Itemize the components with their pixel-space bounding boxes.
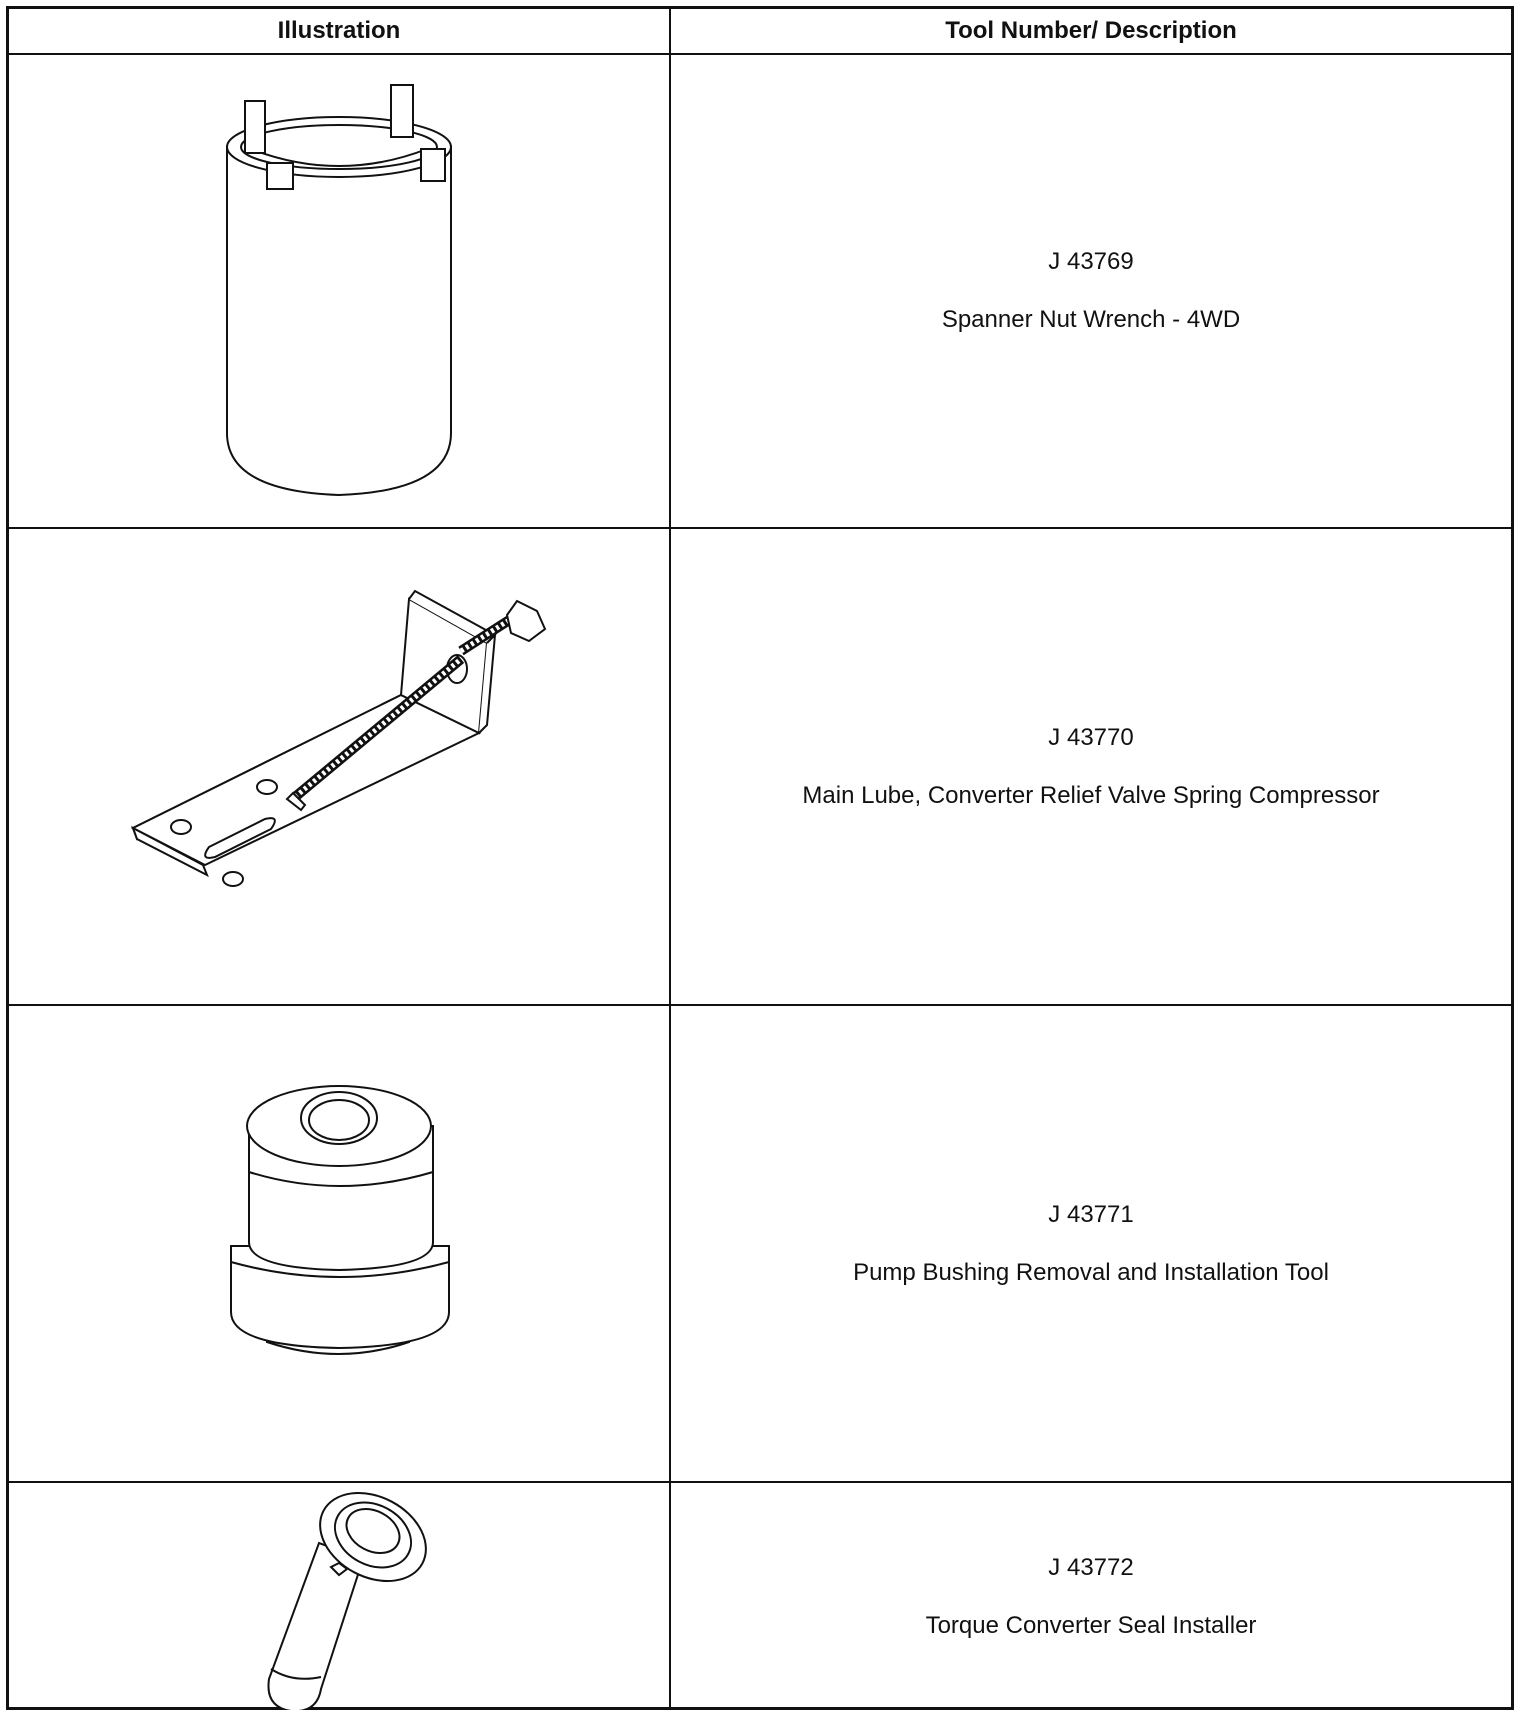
tool-number: J 43771 (1048, 1200, 1134, 1228)
bushing-tool-icon (9, 1006, 669, 1481)
spring-compressor-icon (9, 529, 669, 1004)
tool-number: J 43769 (1048, 248, 1134, 275)
tool-description: Spanner Nut Wrench - 4WD (941, 306, 1241, 333)
table-row-illustration (9, 529, 669, 1004)
table-row-illustration (9, 1006, 669, 1481)
tool-number: J 43770 (1048, 723, 1134, 751)
header-illustration: Illustration (277, 17, 401, 44)
table-row-illustration (9, 1483, 669, 1710)
table-row (671, 55, 1511, 527)
header-description: Tool Number/ Description (945, 17, 1237, 44)
table-row (671, 529, 1511, 1004)
tool-description: Torque Converter Seal Installer (925, 1611, 1257, 1639)
table-row (671, 1006, 1511, 1481)
table-row (671, 1483, 1511, 1710)
tool-description: Pump Bushing Removal and Installation Tool (853, 1258, 1329, 1286)
tools-table (6, 6, 1514, 1710)
tool-number: J 43772 (1048, 1553, 1134, 1581)
seal-installer-icon (9, 1483, 669, 1710)
tool-description: Main Lube, Converter Relief Valve Spring Compressor (802, 781, 1380, 809)
table-row-illustration (9, 55, 669, 527)
spanner-nut-wrench-icon (9, 55, 669, 527)
